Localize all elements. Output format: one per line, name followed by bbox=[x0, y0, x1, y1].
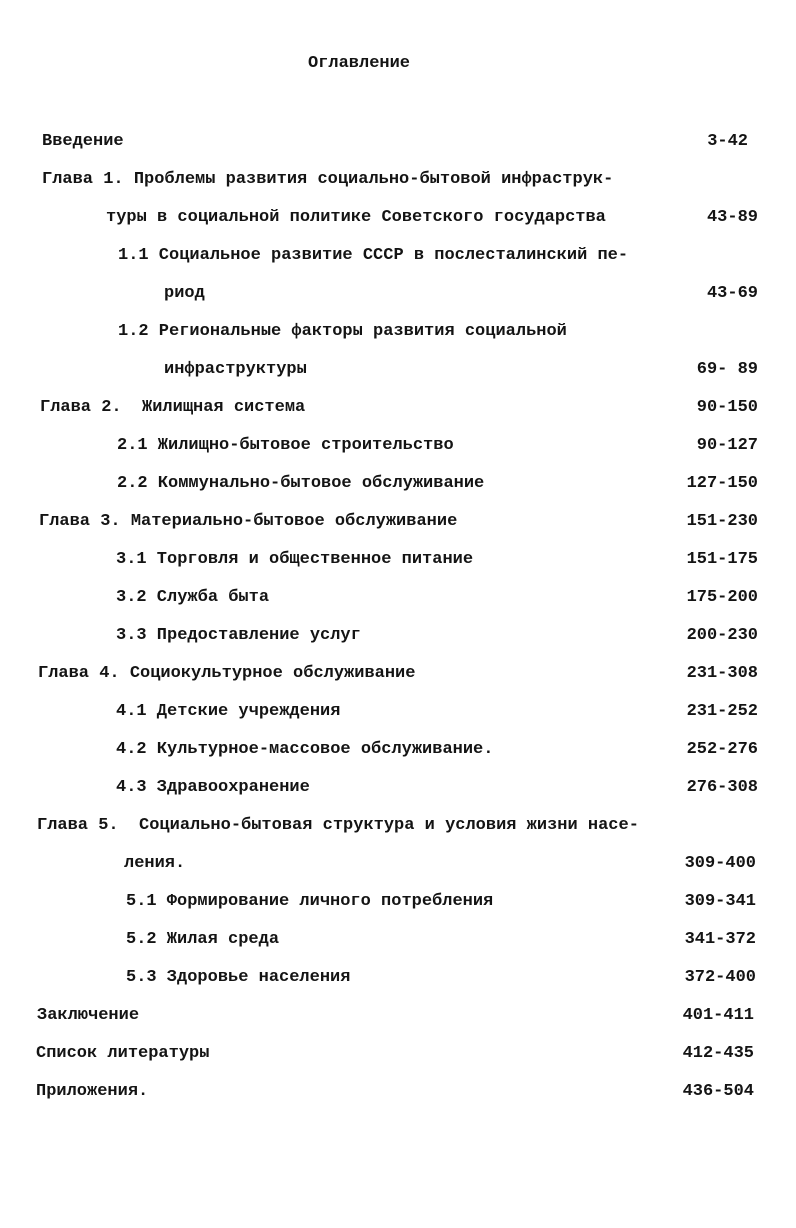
toc-appendix-pages: 436-504 bbox=[682, 1082, 754, 1101]
toc-conclusion-title: Заключение bbox=[37, 1006, 140, 1025]
toc-s43-title: 4.3 Здравоохранение bbox=[116, 778, 310, 797]
toc-ch2-pages: 90-150 bbox=[696, 398, 758, 417]
toc-ch5-title-line2: ления. bbox=[124, 854, 186, 873]
toc-s53-title: 5.3 Здоровье населения bbox=[126, 968, 351, 987]
toc-ch1-title-line1: Глава 1. Проблемы развития социально-бытовой инфраструк- bbox=[42, 170, 614, 189]
toc-s32-pages: 175-200 bbox=[686, 588, 758, 607]
toc-s12-pages: 69- 89 bbox=[696, 360, 758, 379]
toc-s11-title-line2: риод bbox=[164, 284, 205, 303]
toc-s31-title: 3.1 Торговля и общественное питание bbox=[116, 550, 474, 569]
toc-s21-pages: 90-127 bbox=[696, 436, 758, 455]
toc-intro-pages: 3-42 bbox=[707, 132, 748, 151]
toc-appendix-title: Приложения. bbox=[36, 1082, 149, 1101]
toc-s52-title: 5.2 Жилая среда bbox=[126, 930, 280, 949]
toc-s53-pages: 372-400 bbox=[684, 968, 756, 987]
toc-ch5-title-line1: Глава 5. Социально-бытовая структура и условия жизни насе- bbox=[37, 816, 639, 835]
page-title: Оглавление bbox=[307, 54, 411, 73]
toc-s33-pages: 200-230 bbox=[686, 626, 758, 645]
toc-ch1-pages: 43-89 bbox=[706, 208, 758, 227]
toc-s52-pages: 341-372 bbox=[684, 930, 756, 949]
toc-ch2-title: Глава 2. Жилищная система bbox=[40, 398, 306, 417]
toc-s33-title: 3.3 Предоставление услуг bbox=[116, 626, 361, 645]
toc-s41-title: 4.1 Детские учреждения bbox=[116, 702, 341, 721]
toc-s22-pages: 127-150 bbox=[686, 474, 758, 493]
toc-ch4-title: Глава 4. Социокультурное обслуживание bbox=[38, 664, 416, 683]
toc-s32-title: 3.2 Служба быта bbox=[116, 588, 270, 607]
toc-s12-title-line1: 1.2 Региональные факторы развития социальной bbox=[118, 322, 567, 341]
toc-s43-pages: 276-308 bbox=[686, 778, 758, 797]
toc-s41-pages: 231-252 bbox=[686, 702, 758, 721]
toc-references-pages: 412-435 bbox=[682, 1044, 754, 1063]
toc-s11-title-line1: 1.1 Социальное развитие СССР в послесталинский пе- bbox=[118, 246, 629, 265]
toc-s22-title: 2.2 Коммунально-бытовое обслуживание bbox=[117, 474, 485, 493]
toc-ch3-pages: 151-230 bbox=[686, 512, 758, 531]
toc-s42-pages: 252-276 bbox=[686, 740, 758, 759]
toc-ch1-title-line2: туры в социальной политике Советского государства bbox=[106, 208, 606, 227]
toc-ch5-pages: 309-400 bbox=[684, 854, 756, 873]
toc-s42-title: 4.2 Культурное-массовое обслуживание. bbox=[116, 740, 494, 759]
toc-s11-pages: 43-69 bbox=[706, 284, 758, 303]
toc-intro-title: Введение bbox=[42, 132, 124, 151]
toc-s21-title: 2.1 Жилищно-бытовое строительство bbox=[117, 436, 454, 455]
toc-s51-pages: 309-341 bbox=[684, 892, 756, 911]
toc-s12-title-line2: инфраструктуры bbox=[164, 360, 307, 379]
toc-ch3-title: Глава 3. Материально-бытовое обслуживание bbox=[39, 512, 458, 531]
toc-s31-pages: 151-175 bbox=[686, 550, 758, 569]
toc-ch4-pages: 231-308 bbox=[686, 664, 758, 683]
toc-s51-title: 5.1 Формирование личного потребления bbox=[126, 892, 494, 911]
toc-conclusion-pages: 401-411 bbox=[682, 1006, 754, 1025]
toc-references-title: Список литературы bbox=[36, 1044, 210, 1063]
